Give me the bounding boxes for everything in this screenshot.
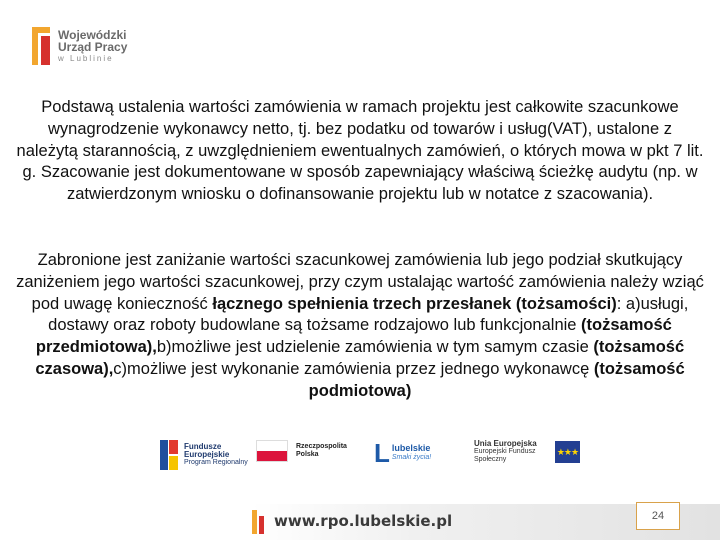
unia-europejska-logo	[474, 440, 580, 464]
pl-line-1: Rzeczpospolita	[296, 443, 347, 450]
lubelskie-logo	[374, 440, 431, 466]
wup-logo	[32, 26, 127, 66]
p2-text-2: : a)usługi, dostawy oraz roboty budowlane są tożsame rodzajowo lub funkcjonalnie	[48, 294, 689, 335]
lubelskie-slogan: Smaki życia!	[391, 454, 432, 461]
fe-mark-icon	[160, 440, 178, 470]
p2-bold-3: (tożsamość czasowa),	[35, 338, 685, 378]
fe-line-3: Program Regionalny	[184, 459, 248, 466]
footer-url: www.rpo.lubelskie.pl	[274, 512, 453, 530]
lubelskie-name: lubelskie	[391, 443, 431, 453]
wup-logo-mark-icon	[32, 27, 50, 65]
ue-line-2: Europejski Fundusz Społeczny	[474, 448, 536, 463]
logo-line-3: w Lublinie	[58, 53, 114, 63]
p2-bold-1: łącznego spełnienia trzech przesłanek (tożsamości)	[212, 294, 617, 313]
p2-text-1: Zabronione jest zaniżanie wartości szacunkowej zamówienia lub jego podział skutkujący zaniżeniem jego wartości szacunkowej, przy czym ustalając wartość zamówienia należy wziąć pod uwagę konieczność	[16, 251, 704, 313]
fe-line-1: Fundusze	[184, 442, 222, 451]
footer-logo-mark-icon	[252, 510, 270, 534]
eu-flag-icon: ★★★	[555, 441, 580, 463]
paragraph-prohibition	[16, 250, 704, 403]
rzeczpospolita-logo	[256, 440, 347, 462]
p2-text-3: b)możliwe jest udzielenie zamówienia w tym samym czasie	[156, 338, 594, 357]
fe-line-2: Europejskie	[184, 450, 230, 459]
wup-logo-text	[58, 29, 127, 64]
fundusze-europejskie-logo	[160, 440, 248, 470]
polish-flag-icon	[256, 440, 288, 462]
p2-text-4: c)możliwe jest wykonanie zamówienia przez jednego wykonawcę	[113, 359, 594, 378]
paragraph-estimation-basis: Podstawą ustalenia wartości zamówienia w ramach projektu jest całkowite szacunkowe wynagrodzenie wykonawcy netto, tj. bez podatku od towarów i usług(VAT), ustalone z należytą starannością, z uwzględnieniem ewentualnych zamówień, o których mowa w pkt 7 lit. g. Szacowanie jest dokumentowane w sposób zapewniający właściwą ścieżkę audytu (np. w zatwierdzonym wniosku o dofinansowanie projektu lub w notatce z szacowania).	[16, 98, 704, 204]
logo-line-1: Wojewódzki	[58, 27, 127, 42]
ue-line-1: Unia Europejska	[474, 439, 537, 448]
logo-line-2: Urząd Pracy	[58, 40, 128, 55]
p2-bold-2: (tożsamość przedmiotowa),	[35, 316, 672, 357]
page-number: 24	[636, 502, 680, 530]
pl-line-2: Polska	[296, 451, 319, 458]
funding-logos	[160, 432, 580, 484]
p2-bold-4: (tożsamość podmiotowa)	[308, 359, 685, 400]
lubelskie-mark-icon: L	[374, 438, 390, 468]
